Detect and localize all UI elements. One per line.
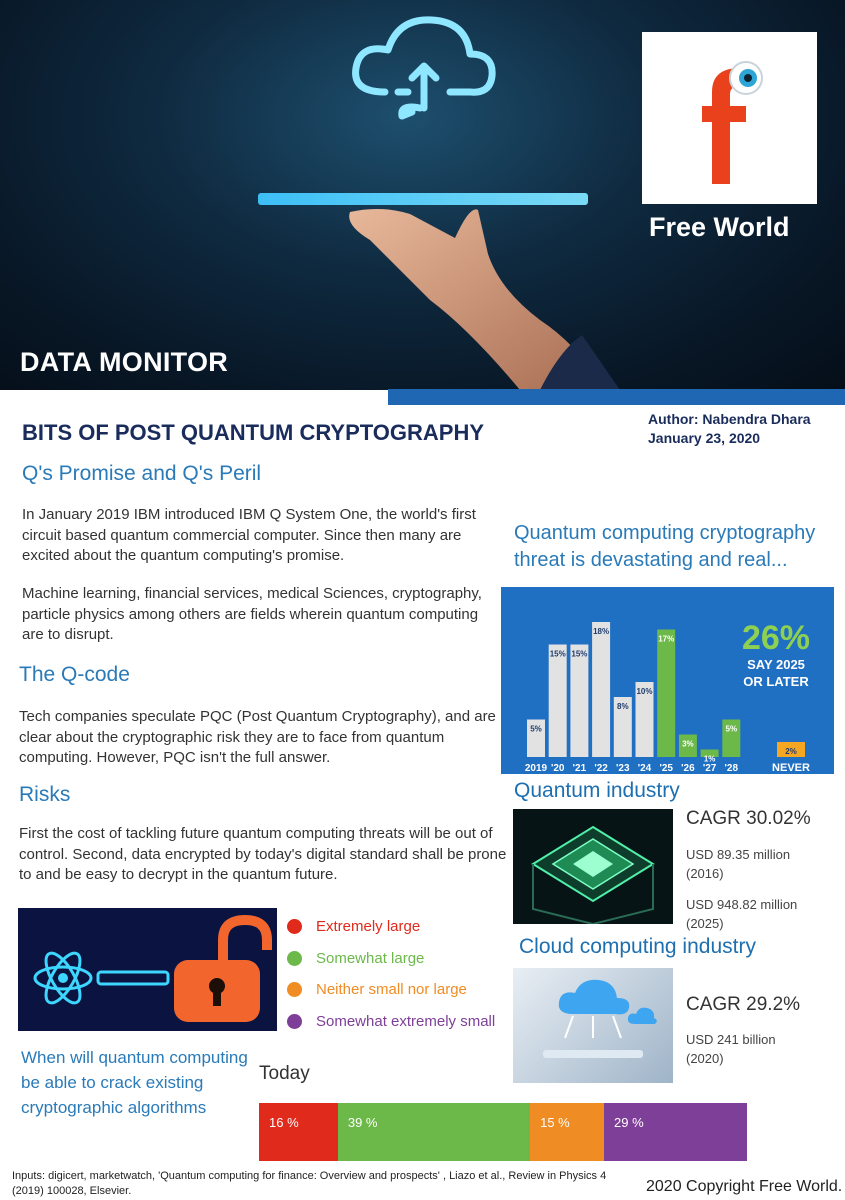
quantum-value-1: USD 89.35 million — [686, 847, 791, 862]
data-label: 2% — [785, 747, 797, 756]
promise-paragraph-2: Machine learning, financial services, medical Sciences, cryptography, particle physics among others are fields wherein quantum computing are to disrupt. — [22, 585, 482, 643]
cloud-network-icon — [513, 968, 673, 1083]
x-tick-label: '22 — [594, 763, 608, 774]
accent-bar — [388, 389, 845, 405]
sources-footnote: Inputs: digicert, marketwatch, 'Quantum computing for finance: Overview and prospects' , Liazo et al., Review in Physics 4 (2019) 100028, Elsevier. — [12, 1170, 607, 1197]
brand-logo — [642, 32, 817, 204]
x-tick-label: NEVER — [772, 762, 810, 774]
x-tick-label: '26 — [681, 763, 695, 774]
segment-label: 29 % — [614, 1115, 644, 1130]
quantum-industry-heading: Quantum industry — [514, 779, 680, 802]
callout-line-2: OR LATER — [743, 674, 809, 689]
threat-heading: Quantum computing cryptography threat is devastating and real... — [514, 522, 816, 571]
legend-dot — [287, 919, 302, 934]
cloud-cagr: CAGR 29.2% — [686, 994, 801, 1015]
data-label: 15% — [571, 649, 588, 659]
survey-legend — [287, 916, 507, 1036]
x-tick-label: '25 — [659, 763, 673, 774]
data-label: 5% — [530, 724, 542, 734]
survey-stacked-bar — [259, 1103, 747, 1161]
x-tick-label: '21 — [572, 763, 587, 774]
stack-segment — [338, 1103, 530, 1161]
legend-dot — [287, 982, 302, 997]
legend-label: Neither small nor large — [316, 981, 467, 998]
x-tick-label: 2019 — [524, 763, 548, 774]
data-label: 17% — [658, 634, 675, 644]
quantum-value-2025 — [686, 895, 797, 933]
page-brand-title: DATA MONITOR — [20, 347, 229, 377]
data-label: 8% — [617, 702, 629, 711]
article-title: BITS OF POST QUANTUM CRYPTOGRAPHY — [22, 420, 485, 445]
copyright: 2020 Copyright Free World. — [646, 1178, 843, 1195]
bar-25 — [657, 630, 675, 758]
legend-label: Somewhat extremely small — [316, 1013, 496, 1030]
legend-item — [287, 979, 507, 1009]
promise-paragraph-1: In January 2019 IBM introduced IBM Q System One, the world's first circuit based quantum commercial computer. Since then many are excited about the quantum computing's promise. — [22, 506, 476, 564]
cloud-value-2020 — [686, 1030, 776, 1068]
legend-dot — [287, 1014, 302, 1029]
data-label: 5% — [725, 724, 738, 734]
qcode-paragraph: Tech companies speculate PQC (Post Quantum Cryptography), and are clear about the cryptographic risk they are to face from quantum computing. However, PQC isn't the full answer. — [19, 708, 496, 766]
x-tick-label: '28 — [724, 763, 739, 774]
x-tick-label: '27 — [702, 763, 717, 774]
legend-item — [287, 948, 507, 978]
risks-heading: Risks — [19, 783, 71, 806]
bar-21 — [570, 645, 588, 758]
bar-20 — [549, 645, 567, 758]
data-label: 3% — [682, 739, 694, 749]
data-label: 10% — [636, 687, 653, 696]
legend-dot — [287, 951, 302, 966]
tablet-shape — [258, 193, 588, 205]
author-block — [648, 410, 811, 448]
cloud-icon — [356, 20, 493, 116]
risks-paragraph: First the cost of tackling future quantum computing threats will be out of control. Second, data encrypted by today's digital standard shall be prone to and be easy to decrypt in the quantum future. — [19, 825, 507, 883]
cloud-image — [513, 968, 673, 1083]
publish-date: January 23, 2020 — [648, 430, 761, 446]
threat-chart-svg — [501, 587, 834, 774]
x-tick-label: '20 — [550, 763, 565, 774]
data-label: 18% — [593, 627, 610, 636]
author-name: Author: Nabendra Dhara — [648, 411, 811, 427]
quantum-value-2: USD 948.82 million — [686, 897, 798, 912]
segment-label: 15 % — [540, 1115, 570, 1130]
quantum-year-2: (2025) — [686, 916, 724, 931]
legend-item — [287, 916, 507, 946]
stacked-bar-category: Today — [259, 1063, 310, 1084]
threat-bar-chart — [501, 587, 834, 774]
qcode-heading: The Q-code — [19, 663, 130, 686]
data-label: 15% — [549, 649, 566, 659]
x-tick-label: '24 — [637, 763, 652, 774]
cloud-value-1: USD 241 billion — [686, 1032, 776, 1047]
stack-segment — [604, 1103, 747, 1161]
cloud-year-1: (2020) — [686, 1051, 724, 1066]
survey-question: When will quantum computing be able to crack existing cryptographic algorithms — [21, 1048, 248, 1117]
brand-name: Free World — [649, 212, 790, 242]
callout-value: 26% — [741, 619, 811, 657]
processor-chip-icon — [513, 809, 673, 924]
legend-label: Extremely large — [316, 918, 421, 935]
legend-item — [287, 1011, 507, 1041]
callout-line-1: SAY 2025 — [747, 657, 805, 672]
cloud-industry-heading: Cloud computing industry — [519, 935, 756, 958]
quantum-cagr: CAGR 30.02% — [686, 808, 811, 829]
chip-image — [513, 809, 673, 924]
padlock-key-icon — [18, 908, 277, 1031]
promise-heading: Q's Promise and Q's Peril — [22, 462, 262, 485]
bar-22 — [592, 622, 610, 757]
x-tick-label: '23 — [616, 763, 630, 774]
quantum-value-2016 — [686, 845, 790, 883]
quantum-year-1: (2016) — [686, 866, 724, 881]
logo-f-icon — [642, 32, 817, 204]
stack-segment — [259, 1103, 338, 1161]
legend-label: Somewhat large — [316, 950, 425, 967]
data-label: 1% — [703, 754, 716, 764]
segment-label: 39 % — [347, 1115, 378, 1130]
stack-segment — [530, 1103, 604, 1161]
lock-key-image — [18, 908, 277, 1031]
segment-label: 16 % — [269, 1115, 299, 1130]
